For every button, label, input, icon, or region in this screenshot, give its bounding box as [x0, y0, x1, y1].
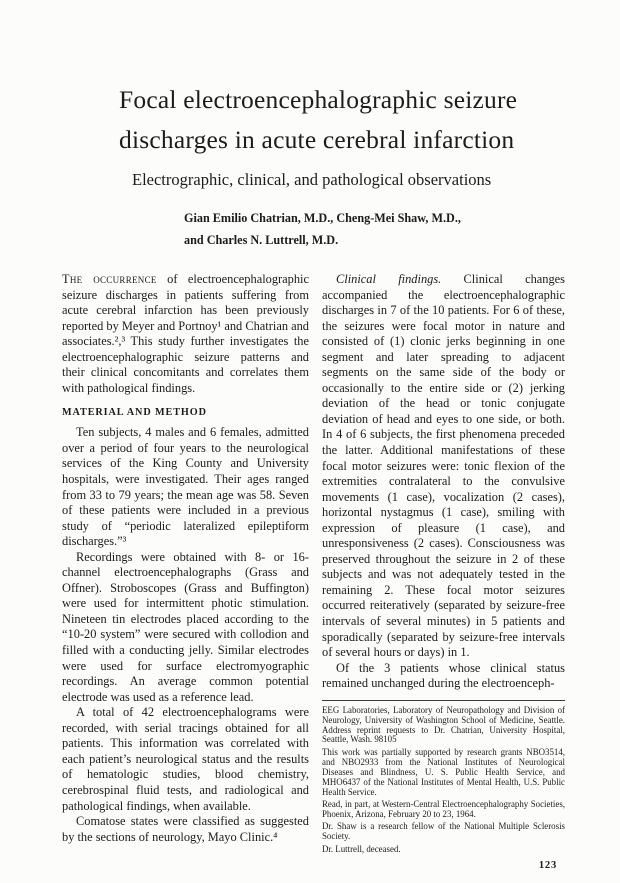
- paragraph-subjects: Ten subjects, 4 males and 6 females, admitted over a period of four years to the neurological services of the King County and University hospitals, were investigated. Their ages ranged from 33 to 79 years; the mean age was 58. Seven of these patients were included in a previous study of “periodic lateralized epileptiform discharges.”³: [62, 425, 309, 549]
- intro-text: of electroencephalographic seizure discharges in patients suffering from acute cerebral infarction has been previously reported by Meyer and Portnoy¹ and Chatrian and associates.²,³ This study further investigates the electroencephalographic seizure patterns and their clinical concomitants and correlates them with pathological findings.: [62, 272, 309, 395]
- footnote-luttrell-deceased: Dr. Luttrell, deceased.: [322, 843, 401, 854]
- clinical-findings-paragraph: [322, 272, 565, 661]
- footnote-affiliation: EEG Laboratories, Laboratory of Neuropathology and Division of Neurology, University of Washington School of Medicine, Seattle. Address reprint requests to Dr. Chatrian, University Hospital, Seattle, Wash. 98105: [322, 704, 565, 745]
- paragraph-recordings: Recordings were obtained with 8- or 16-channel electroencephalographs (Grass and Offner). Stroboscopes (Grass and Buffington) were used for intermittent photic stimulation. Nineteen tin electrodes placed according to the “10-20 system” were secured with collodion and filled with a conducting jelly. Similar electrodes were used for surface electromyographic recordings. An average common potential electrode was used as a reference lead.: [62, 549, 309, 704]
- page-number: 123: [538, 860, 557, 872]
- section-heading-material-and-method: MATERIAL AND METHOD: [62, 407, 207, 419]
- paragraph-status: Of the 3 patients whose clinical status remained unchanged during the electroenceph-: [322, 660, 565, 691]
- left-column: [62, 272, 309, 871]
- article-header: [62, 80, 565, 251]
- footnotes-block: [322, 700, 565, 855]
- clinical-findings-lead-italic: Clinical findings.: [336, 272, 442, 286]
- title-line-2: discharges in acute cerebral infarction: [119, 125, 515, 154]
- article-authors: [184, 207, 565, 251]
- title-line-1: Focal electroencephalographic seizure: [119, 85, 518, 114]
- footnote-presented: Read, in part, at Western-Central Electroencephalography Societies, Phoenix, Arizona, February 20 to 23, 1964.: [322, 798, 565, 819]
- paragraph-comatose: Comatose states were classified as suggested by the sections of neurology, Mayo Clinic.⁴: [62, 814, 309, 844]
- authors-line-2: and Charles N. Luttrell, M.D.: [184, 233, 339, 247]
- authors-line-1: Gian Emilio Chatrian, M.D., Cheng-Mei Shaw, M.D.,: [184, 211, 461, 225]
- footnote-shaw-fellowship: Dr. Shaw is a research fellow of the National Multiple Sclerosis Society.: [322, 821, 565, 842]
- paragraph-total-eegs: A total of 42 electroencephalograms were recorded, with serial tracings obtained for all patients. This information was correlated with each patient’s neurological status and the results of hematologic studies, blood chemistry, cerebrospinal fluid tests, and radiological and pathological findings, when available.: [62, 705, 309, 813]
- intro-paragraph: [62, 272, 309, 396]
- intro-lead-smallcaps: The occurrence: [62, 272, 157, 286]
- right-column: [322, 272, 565, 871]
- article-title: [119, 80, 565, 160]
- article-body: [62, 272, 565, 871]
- article-subtitle: Electrographic, clinical, and pathological observations: [132, 170, 492, 189]
- clinical-findings-text: Clinical changes accompanied the electroencephalographic discharges in 7 of the 10 patients. For 6 of these, the seizures were focal motor in nature and consisted of (1) clonic jerks beginning in one segment and later spreading to adjacent segments on the same side of the body or occasionally to the entire side or (2) jerking deviation of the head or tonic conjugate deviation of head and eyes to one side, or both. In 4 of 6 subjects, the first phenomena preceded the latter. Additional manifestations of these focal motor seizures were: tonic flexion of the extremities contralateral to the convulsive movements (1 case), vocalization (2 cases), horizontal nystagmus (1 case), smiling with expression of pleasure (1 case), and unresponsiveness (2 cases). Consciousness was preserved throughout the seizure in 2 of these subjects and was not adequately tested in the remaining 2. These focal motor seizures occurred reiteratively (separated by seizure-free intervals of several minutes) in 5 patients and sporadically (separated by seizure-free intervals of several hours or days) in 1.: [322, 272, 565, 660]
- footnote-grants: This work was partially supported by research grants NBO3514, and NBO2933 from the National Institutes of Neurological Diseases and Blindness, U. S. Public Health Service, and MHO6437 of the National Institutes of Mental Health, U.S. Public Health Service.: [322, 746, 565, 797]
